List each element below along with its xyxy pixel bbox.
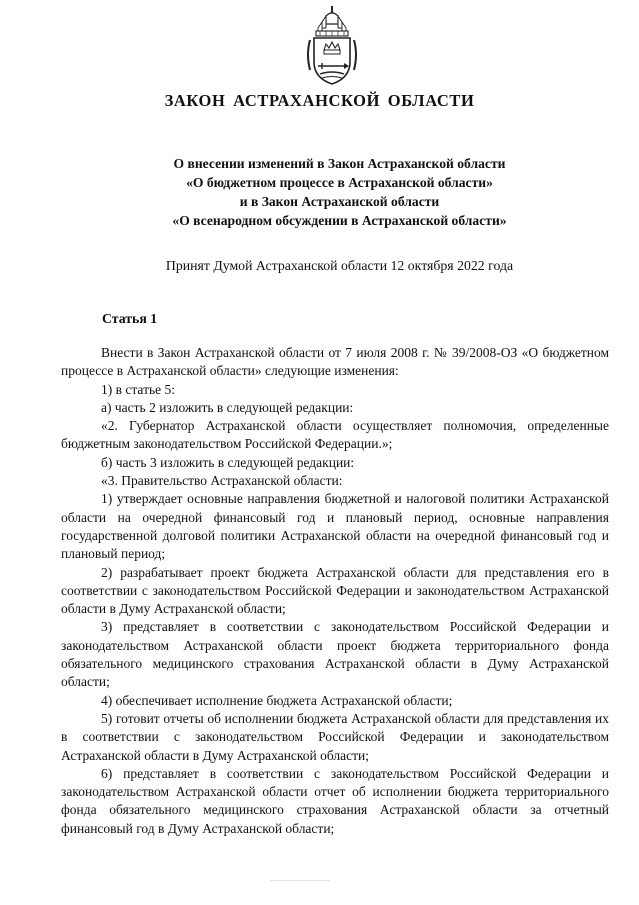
astrakhan-region-coat-of-arms-icon: [300, 6, 364, 86]
article-paragraph: «3. Правительство Астраханской области:: [101, 473, 343, 489]
scan-artifact: [270, 880, 330, 881]
article-heading: Статья 1: [102, 311, 158, 326]
article-paragraph: 6) представляет в соответствии с законодательством Российской Федерации и законодательством Астраханской области отчет об исполнении бюджета территориального фонда обязательного медицинского страхования Астраханской области за отчетный финансовый год в Думу Астраханской области;: [61, 765, 609, 836]
law-subject-line: «О всенародном обсуждении в Астраханской области»: [172, 213, 507, 228]
article-paragraph: 4) обеспечивает исполнение бюджета Астраханской области;: [101, 692, 453, 708]
law-subject-line: О внесении изменений в Закон Астраханской области: [173, 156, 506, 171]
article-paragraph: 1) в статье 5:: [101, 381, 175, 397]
law-subject: [0, 154, 639, 230]
law-title: ЗАКОН АСТРАХАНСКОЙ ОБЛАСТИ: [164, 91, 475, 110]
law-subject-line: и в Закон Астраханской области: [239, 194, 440, 209]
law-subject-line: «О бюджетном процессе в Астраханской области»: [186, 175, 493, 190]
article-paragraph: 3) представляет в соответствии с законодательством Российской Федерации и законодательством Астраханской области проект бюджета территориального фонда обязательного медицинского страхования Астраханской области в Думу Астраханской области;: [61, 619, 609, 690]
article-paragraph: 2) разрабатывает проект бюджета Астраханской области для представления его в соответствии с законодательством Российской Федерации и законодательством Астраханской области в Думу Астраханской области;: [61, 564, 609, 617]
article-paragraph: 5) готовит отчеты об исполнении бюджета Астраханской области для представления их в соответствии с законодательством Российской Федерации и законодательством Астраханской области в Думу Астраханской области;: [61, 710, 609, 763]
article-paragraph: б) часть 3 изложить в следующей редакции:: [101, 454, 355, 470]
article-paragraph: Внести в Закон Астраханской области от 7 июля 2008 г. № 39/2008-ОЗ «О бюджетном процессе в Астраханской области» следующие изменения:: [61, 345, 609, 379]
article-paragraph: а) часть 2 изложить в следующей редакции:: [101, 399, 354, 415]
article-paragraph: 1) утверждает основные направления бюджетной и налоговой политики Астраханской области на очередной финансовый год и плановый период, основные направления государственной долговой политики Астраханской области на очередной финансовый год и плановый период;: [61, 491, 609, 562]
article-paragraph: «2. Губернатор Астраханской области осуществляет полномочия, определенные бюджетным законодательством Российской Федерации.»;: [61, 418, 609, 452]
article-body: [61, 344, 609, 838]
adoption-statement: Принят Думой Астраханской области 12 октября 2022 года: [165, 258, 514, 273]
